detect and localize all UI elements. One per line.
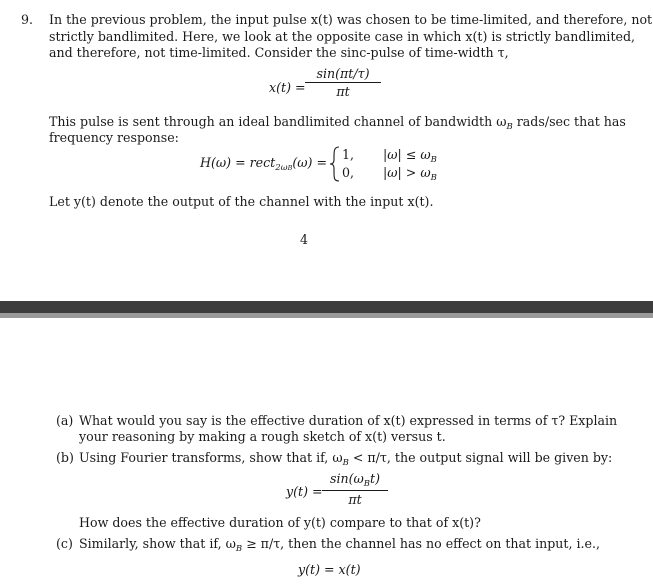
eq2-case1-cond-text: |ω| ≤ ω [383, 147, 431, 162]
part-c-line-1-sub: B [235, 544, 243, 554]
part-b-eq-num-pre: sin(ω [329, 471, 364, 486]
page-number: 4 [300, 232, 309, 247]
eq2-brace [328, 145, 342, 183]
output-line: Let y(t) denote the output of the channel with the input x(t). [49, 194, 434, 209]
part-b-line-1-post: < π/τ, the output signal will be given by: [348, 450, 613, 465]
eq2-case1-cond-sub: B [430, 155, 437, 165]
eq2-case2-value: 0, [342, 165, 355, 180]
eq2-case2-condition [383, 165, 437, 183]
part-b-eq-numerator [322, 471, 388, 490]
intro-line-3: and therefore, not time-limited. Consider the sinc-pulse of time-width τ, [49, 45, 509, 60]
part-b-label: (b) [56, 450, 74, 465]
part-c-equation: y(t) = x(t) [298, 562, 361, 577]
eq2-rect-sub-text: 2ω [275, 163, 288, 173]
part-b-eq-lhs: y(t) = [286, 484, 323, 499]
part-b-eq-denominator: πt [348, 492, 362, 507]
eq2-rect-sub [275, 163, 292, 173]
eq2-case1-value: 1, [342, 147, 355, 162]
part-c-line-1-pre: Similarly, show that if, ω [79, 536, 236, 551]
channel-line-1-sub: B [506, 122, 513, 132]
part-b-line-1-pre: Using Fourier transforms, show that if, ω [79, 450, 343, 465]
part-a-label: (a) [56, 413, 74, 428]
part-b-eq-num-sub: B [363, 479, 371, 489]
part-c-line-1 [79, 536, 600, 554]
channel-line-1-text: This pulse is sent through an ideal bandlimited channel of bandwidth ω [49, 114, 507, 129]
eq1-lhs: x(t) = [269, 80, 306, 95]
part-b-line-1-sub: B [342, 458, 349, 468]
part-c-line-1-post: ≥ π/τ, then the channel has no effect on that input, i.e., [242, 536, 600, 551]
part-a-line-1: What would you say is the effective duration of x(t) expressed in terms of τ? Explain [79, 413, 618, 428]
part-b-line-1 [79, 450, 612, 468]
eq1-denominator: πt [336, 84, 350, 99]
channel-line-1-tail: rads/sec that has [512, 114, 626, 129]
part-a-line-2: your reasoning by making a rough sketch of x(t) versus t. [79, 429, 446, 444]
part-b-eq-fraction [322, 471, 388, 507]
part-b-eq-num-post: t) [370, 471, 381, 486]
part-c-label: (c) [56, 536, 73, 551]
eq2-lhs [200, 155, 327, 173]
eq1-fraction [305, 66, 381, 99]
eq2-mid: (ω) = [292, 155, 328, 170]
problem-number: 9. [21, 12, 34, 27]
channel-line-2: frequency response: [49, 130, 179, 145]
page-break-band-shadow [0, 313, 653, 318]
page-break-band [0, 301, 653, 313]
intro-line-2: strictly bandlimited. Here, we look at the opposite case in which x(t) is strictly bandlimited, [49, 29, 636, 44]
eq2-case1-condition [383, 147, 437, 165]
eq2-case2-cond-sub: B [430, 173, 437, 183]
eq1-numerator: sin(πt/τ) [316, 66, 370, 81]
part-b-question: How does the effective duration of y(t) compare to that of x(t)? [79, 515, 481, 530]
intro-line-1: In the previous problem, the input pulse x(t) was chosen to be time-limited, and therefore, not [49, 12, 653, 27]
eq2-lhs-text: H(ω) = rect [200, 155, 276, 170]
eq2-case2-cond-text: |ω| > ω [383, 165, 431, 180]
eq2-rect-sub2: B [287, 164, 293, 172]
